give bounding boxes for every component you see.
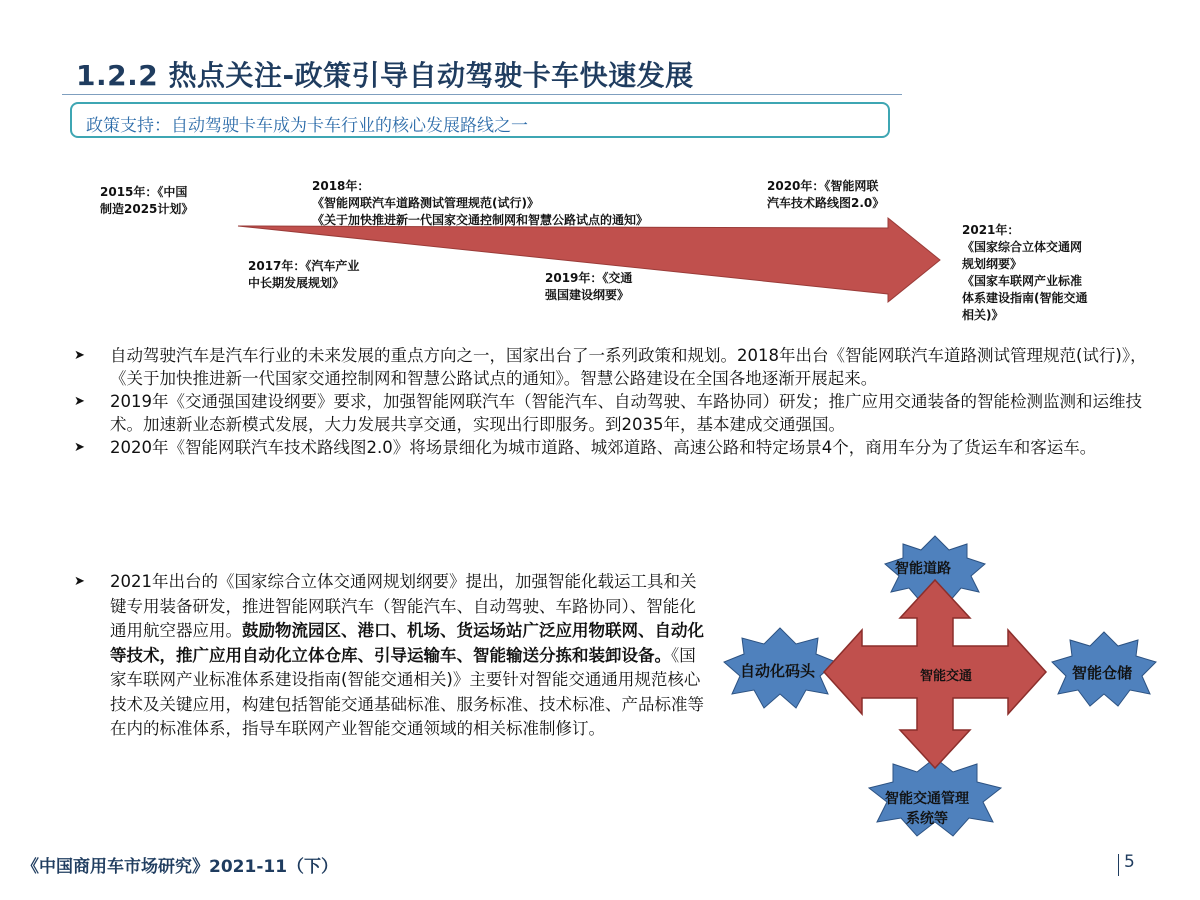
bullet-text-3: 2020年《智能网联汽车技术路线图2.0》将场景细化为城市道路、城郊道路、高速公路和特定场景4个，商用车分为了货运车和客运车。	[110, 438, 1097, 457]
timeline-2015-line1: 2015年：《中国	[100, 185, 188, 199]
timeline-2020	[767, 178, 884, 212]
timeline-2017	[248, 258, 359, 292]
bullet-item-2	[72, 390, 1152, 436]
timeline-2021	[962, 222, 1088, 324]
page-number-divider	[1118, 854, 1119, 876]
timeline-2019-line1: 2019年：《交通	[545, 271, 633, 285]
diagram-right-label: 智能仓储	[1072, 664, 1133, 682]
page-number: 5	[1124, 852, 1135, 872]
diagram-center-label: 智能交通	[920, 669, 973, 684]
timeline-2021-line2: 《国家综合立体交通网	[962, 240, 1083, 254]
bullet-text-1: 自动驾驶汽车是汽车行业的未来发展的重点方向之一，国家出台了一系列政策和规划。2018年出台《智能网联汽车道路测试管理规范(试行)》，《关于加快推进新一代国家交通控制网和智慧公路试点的通知》。智慧公路建设在全国各地逐渐开展起来。	[110, 346, 1147, 388]
bullet-text-4b: 《国家车联网产业标准体系建设指南(智能交通相关)》主要针对智能交通通用规范核心技术及关键应用，构建包括智能交通基础标准、服务标准、技术标准、产品标准等在内的标准体系，指导车联网产业智能交通领域的相关标准制修订。	[110, 645, 704, 738]
timeline-2015	[100, 184, 193, 218]
timeline-2019-line2: 强国建设纲要》	[545, 288, 630, 302]
timeline-2018-line2: 《智能网联汽车道路测试管理规范(试行)》	[312, 196, 539, 210]
bullet-text-4-bold: 鼓励物流园区、港口、机场、货运场站广泛应用物联网、自动化等技术，推广应用自动化立体仓库、引导运输车、智能输送分拣和装卸设备。	[110, 621, 704, 665]
timeline-2021-line5: 体系建设指南(智能交通	[962, 291, 1088, 305]
diagram-bottom-line1: 智能交通管理	[885, 791, 969, 807]
subtitle-text: 政策支持：自动驾驶卡车成为卡车行业的核心发展路线之一	[86, 116, 528, 136]
bullet-text-2: 2019年《交通强国建设纲要》要求，加强智能网联汽车（智能汽车、自动驾驶、车路协同）研发；推广应用交通装备的智能检测监测和运维技术。加速新业态新模式发展，大力发展共享交通，实现出行即服务。到2035年，基本建成交通强国。	[110, 392, 1142, 434]
timeline-2019	[545, 270, 632, 304]
bullet-item-1	[72, 344, 1152, 390]
page-title: 1.2.2 热点关注-政策引导自动驾驶卡车快速发展	[76, 59, 694, 92]
footer-source: 《中国商用车市场研究》2021-11（下）	[22, 857, 339, 877]
bullet-arrow-icon: ➤	[74, 440, 85, 455]
timeline-2017-line1: 2017年：《汽车产业	[248, 259, 360, 273]
bullet-list	[72, 344, 1152, 459]
timeline-2020-line1: 2020年：《智能网联	[767, 179, 879, 193]
timeline-2020-line2: 汽车技术路线图2.0》	[767, 196, 885, 210]
diagram-bottom-label	[885, 789, 969, 829]
bullet-arrow-icon: ➤	[74, 348, 85, 363]
bullet-item-3	[72, 436, 1152, 459]
timeline-2017-line2: 中长期发展规划》	[248, 276, 345, 290]
timeline-2021-line6: 相关)》	[962, 308, 1004, 322]
timeline-2021-line3: 规划纲要》	[962, 257, 1023, 271]
bullet-item-4	[72, 570, 712, 742]
timeline-2018	[312, 178, 648, 229]
diagram-bottom-line2: 系统等	[906, 811, 948, 827]
timeline-2021-line4: 《国家车联网产业标准	[962, 274, 1083, 288]
bullet-text-4a: 2021年出台的《国家综合立体交通网规划纲要》提出，加强智能化载运工具和关键专用装备研发，推进智能网联汽车（智能汽车、自动驾驶、车路协同）、智能化通用航空器应用。	[110, 572, 697, 640]
timeline-2018-line1: 2018年：	[312, 179, 370, 193]
timeline-2021-line1: 2021年：	[962, 223, 1020, 237]
timeline-2018-line3: 《关于加快推进新一代国家交通控制网和智慧公路试点的通知》	[312, 213, 649, 227]
bullet-arrow-icon: ➤	[74, 574, 85, 589]
diagram-left-label: 自动化码头	[740, 662, 816, 680]
bullet-arrow-icon: ➤	[74, 394, 85, 409]
diagram-top-label: 智能道路	[895, 561, 951, 577]
timeline-2015-line2: 制造2025计划》	[100, 202, 194, 216]
